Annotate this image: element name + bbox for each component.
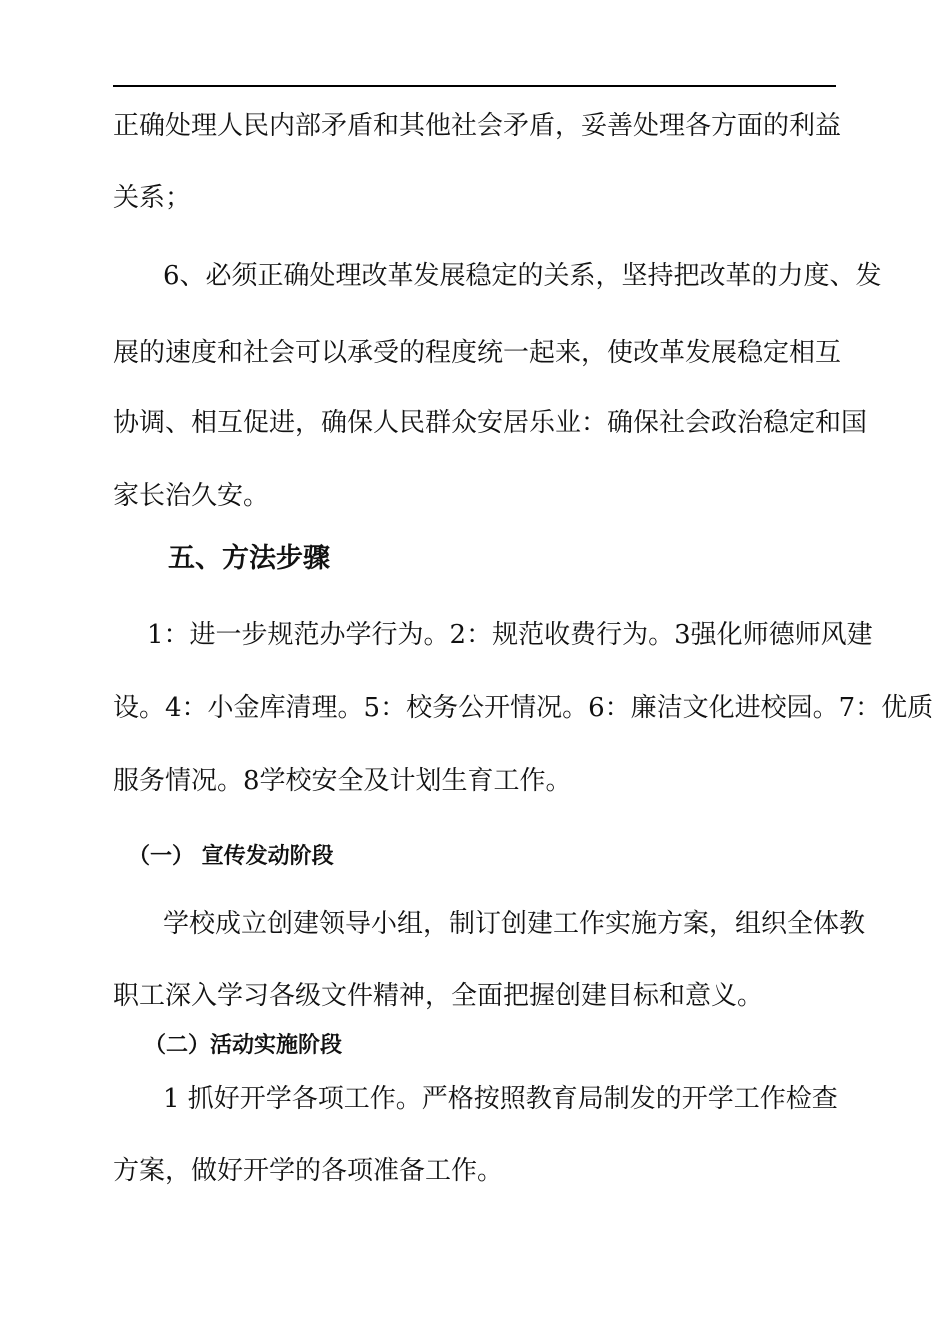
body-line: 1：进一步规范办学行为。2：规范收费行为。3强化师德师风建	[147, 620, 873, 650]
body-line: 展的速度和社会可以承受的程度统一起来，使改革发展稳定相互	[113, 338, 842, 368]
section-heading: 五、方法步骤	[168, 543, 330, 574]
body-line: 职工深入学习各级文件精神，全面把握创建目标和意义。	[113, 981, 764, 1011]
body-line: 关系；	[113, 183, 192, 213]
body-line: 协调、相互促进，确保人民群众安居乐业：确保社会政治稳定和国	[113, 408, 868, 438]
body-line: 正确处理人民内部矛盾和其他社会矛盾，妥善处理各方面的利益	[113, 111, 842, 141]
body-line: 服务情况。8学校安全及计划生育工作。	[113, 766, 572, 796]
body-line: 1 抓好开学各项工作。严格按照教育局制发的开学工作检查	[163, 1084, 838, 1114]
body-line: 6、必须正确处理改革发展稳定的关系，坚持把改革的力度、发	[163, 261, 882, 291]
body-line: 设。4：小金库清理。5：校务公开情况。6：廉洁文化进校园。7：优质	[113, 693, 934, 723]
body-line: 学校成立创建领导小组，制订创建工作实施方案，组织全体教	[163, 909, 866, 939]
subheading: （一） 宣传发动阶段	[128, 844, 334, 869]
body-line: 家长治久安。	[113, 481, 270, 511]
header-rule	[113, 85, 836, 87]
body-line: 方案，做好开学的各项准备工作。	[113, 1156, 504, 1186]
subheading: （二）活动实施阶段	[144, 1033, 343, 1058]
